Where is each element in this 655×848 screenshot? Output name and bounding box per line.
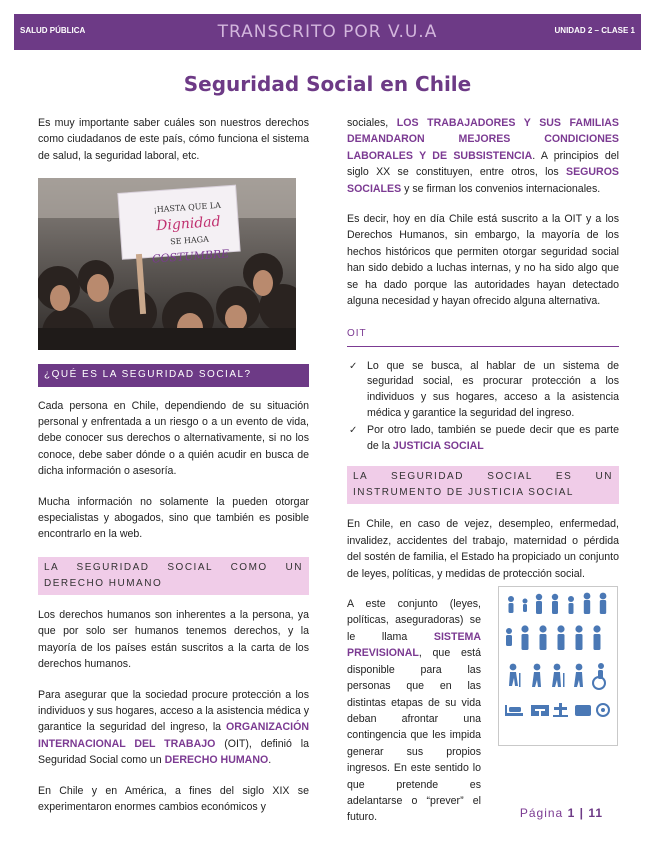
header-unit: UNIDAD 2 – CLASE 1: [554, 26, 635, 35]
human-right-paragraph-1: Los derechos humanos son inherentes a la persona, ya que por solo ser humanos tenemos derechos, y la mayoría de los países están suscritos a la carta de los derechos humanos.: [38, 608, 309, 671]
list-item: [347, 423, 619, 454]
section-heading-oit: OIT: [347, 323, 619, 346]
intro-paragraph: Es muy importante saber cuáles son nuestros derechos como ciudadanos de este país, cómo funciona el sistema de salud, la seguridad laboral, etc.: [38, 117, 309, 162]
left-column: [38, 115, 309, 829]
text-run: .: [268, 754, 272, 767]
section-heading-justice: LA SEGURIDAD SOCIAL ES UN INSTRUMENTO DE JUSTICIA SOCIAL: [347, 466, 619, 504]
header-transcriber: TRANSCRITO POR V.U.A: [217, 22, 438, 42]
highlight-social-justice: JUSTICIA SOCIAL: [392, 439, 484, 452]
section-heading-human-right: LA SEGURIDAD SOCIAL COMO UN DERECHO HUMANO: [38, 557, 309, 595]
text-run: (OIT), definió la Seguridad Social como un: [38, 737, 309, 767]
footer-total-pages: 11: [588, 806, 603, 820]
text-run: y se firman los convenios internacionales.: [401, 182, 601, 195]
page-title: Seguridad Social en Chile: [183, 72, 472, 96]
chile-oit-paragraph: Es decir, hoy en día Chile está suscrito a la OIT y a los Derechos Humanos, sin embargo, la mayoría de los hechos históricos que permiten otorgar seguridad social han sido debido a luchas internas, y no ha sido algo que se ha dado porque las autoridades hayan detectado alguna necesidad y hayan ofrecido alguna alternativa.: [347, 213, 619, 308]
header-subject: SALUD PÚBLICA: [20, 26, 86, 35]
highlight-social-insurance: SEGUROS SOCIALES: [347, 166, 619, 195]
section-heading-what-is: ¿QUÉ ES LA SEGURIDAD SOCIAL?: [38, 364, 309, 386]
text-run: , que está disponible para las personas que en las distintas etapas de su vida deban afrontar una contingencia que les impida generar sus propios ingresos. En este sentido lo que pretende es adelantarse o “prever” el futuro.: [347, 647, 481, 824]
oit-checklist: [347, 359, 619, 455]
adults-icon: [506, 625, 601, 650]
checklist-text: Por otro lado, también se puede decir que es parte de la: [367, 424, 619, 452]
page-header: [14, 14, 641, 50]
protest-sign: [132, 196, 246, 269]
sign-line-1: ¡HASTA QUE LA: [153, 200, 222, 215]
text-run: Para asegurar que la sociedad procure protección a los individuos y sus hogares, acceso a la asistencia médica y garantice la seguridad del ingreso, la: [38, 688, 309, 734]
text-run: A este conjunto (leyes, políticas, aseguradoras) se le llama: [347, 598, 481, 643]
life-stages-icons: [499, 587, 616, 744]
page-footer: [520, 806, 603, 820]
text-run: sociales,: [347, 117, 397, 129]
footer-separator: |: [579, 806, 584, 820]
human-right-paragraph-2: [38, 687, 309, 769]
highlight-workers-demand: LOS TRABAJADORES Y SUS FAMILIAS DEMANDARON MEJORES CONDICIONES LABORALES Y DE SUBSISTENCIA: [347, 117, 619, 162]
life-events-icon: [505, 703, 609, 717]
protest-photo: [38, 178, 296, 350]
life-stages-illustration: [498, 586, 618, 746]
text-run: . A principios del siglo XX se constituyen, entre otros, los: [347, 149, 619, 179]
what-is-paragraph-1: Cada persona en Chile, dependiendo de su situación personal y enfrentada a un riesgo o a un evento de vida, debe conocer sus derechos o alternativamente, si no los conoce, debe saber dónde o a quién acudir en busca de dicha información o asesoría.: [38, 399, 309, 478]
checkmark-icon: ✓: [349, 425, 358, 437]
sign-line-3: SE HAGA: [169, 234, 210, 247]
what-is-paragraph-2: Mucha información no solamente la pueden otorgar especialistas y abogados, sino que también es posible encontrarlo en la web.: [38, 495, 309, 541]
footer-page-label: Página: [519, 806, 564, 820]
highlight-pension-system: SISTEMA PREVISIONAL: [347, 630, 481, 660]
elderly-icon: [509, 663, 605, 689]
human-right-paragraph-3: En Chile y en América, a fines del siglo XIX se experimentaron enormes cambios económicos y: [38, 784, 309, 813]
highlight-oit: ORGANIZACIÓN INTERNACIONAL DEL TRABAJO: [38, 721, 309, 750]
sign-line-2: Dignidad: [155, 214, 222, 235]
checklist-text: Lo que se busca, al hablar de un sistema de seguridad social, es procurar protección a los individuos y sus hogares, acceso a la asistencia médica y garantice la seguridad del ingreso.: [367, 359, 619, 419]
justice-paragraph-2: [347, 596, 481, 826]
checkmark-icon: ✓: [349, 360, 358, 372]
footer-page-number: 1: [567, 806, 576, 820]
justice-paragraph-1: En Chile, en caso de vejez, desempleo, enfermedad, invalidez, accidentes del trabajo, maternidad o pérdida del sostén de familia, el Estado ha propiciado un conjunto de leyes, políticas, y medidas de protección social.: [347, 518, 619, 580]
workers-paragraph: [347, 115, 619, 197]
highlight-human-right: DERECHO HUMANO: [164, 754, 269, 767]
list-item: [347, 359, 619, 421]
sign-line-4: COSTUMBRE: [151, 247, 230, 267]
family-icon: [508, 593, 606, 614]
